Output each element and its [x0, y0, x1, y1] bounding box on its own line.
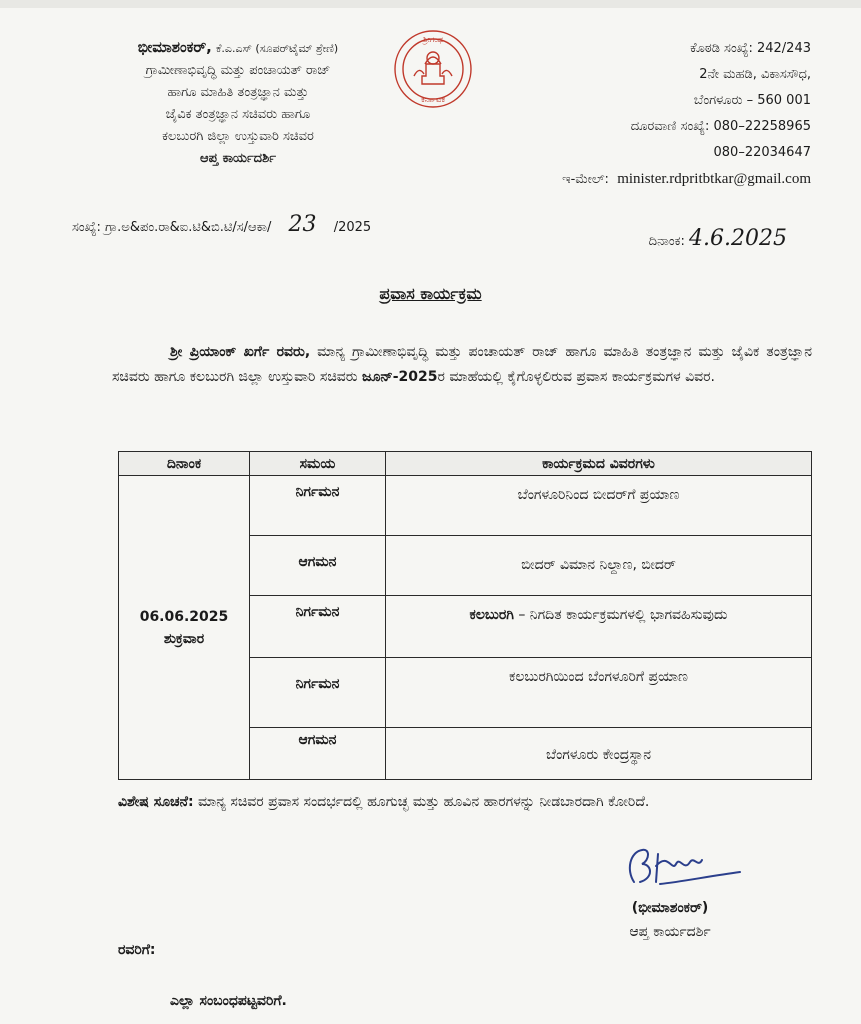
detail-text: – ನಿಗದಿತ ಕಾರ್ಯಕ್ರಮಗಳಲ್ಲಿ ಭಾಗವಹಿಸುವುದು — [513, 607, 728, 623]
phone-number-2: 080–22034647 — [713, 145, 811, 160]
date-handwritten: 4.6.2025 — [689, 226, 787, 251]
table-row — [119, 476, 812, 536]
detail-text: ಬೀದರ್ ವಿಮಾನ ನಿಲ್ದಾಣ, ಬೀದರ್ — [521, 557, 676, 573]
detail-cell — [386, 596, 812, 658]
column-header-time: ಸಮಯ — [250, 452, 386, 476]
special-note — [118, 790, 818, 814]
phone-number-1: 080–22258965 — [713, 119, 811, 134]
table-header-row — [119, 452, 812, 476]
recipients: ಎಲ್ಲಾ ಸಂಬಂಧಪಟ್ಟವರಿಗೆ. — [170, 993, 287, 1009]
time-cell: ನಿರ್ಗಮನ — [250, 476, 386, 536]
time-cell: ನಿರ್ಗಮನ — [250, 658, 386, 728]
document-title: ಪ್ರವಾಸ ಕಾರ್ಯಕ್ರಮ — [379, 284, 482, 303]
reference-prefix: ಸಂಖ್ಯೆ: ಗ್ರಾ.ಅ&ಪಂ.ರಾ&ಐ.ಟಿ&ಬಿ.ಟಿ/ಸ/ಆಕಾ/ — [72, 220, 272, 235]
sender-name-line — [78, 36, 398, 60]
detail-cell — [386, 658, 812, 728]
email-label: ಇ-ಮೇಲ್: — [562, 172, 609, 187]
signer-role: ಆಪ್ತ ಕಾರ್ಯದರ್ಶಿ — [629, 924, 711, 940]
sender-line: ಕಲಬುರಗಿ ಜಿಲ್ಲಾ ಉಸ್ತುವಾರಿ ಸಚಿವರ — [162, 129, 314, 144]
letter-date — [649, 226, 787, 251]
tour-day: ಶುಕ್ರವಾರ — [163, 630, 205, 647]
contact-block — [431, 36, 811, 193]
detail-text: ಬೆಂಗಳೂರು ಕೇಂದ್ರಸ್ಥಾನ — [545, 747, 652, 763]
emblem-bottom-text: ಕರ್ನಾಟಕ — [421, 95, 445, 104]
phone-line — [431, 114, 811, 140]
note-label: ವಿಶೇಷ ಸೂಚನೆ: — [118, 794, 194, 810]
sender-line: ಹಾಗೂ ಮಾಹಿತಿ ತಂತ್ರಜ್ಞಾನ ಮತ್ತು — [167, 85, 309, 100]
sender-line: ಜೈವಿಕ ತಂತ್ರಜ್ಞಾನ ಸಚಿವರು ಹಾಗೂ — [165, 107, 311, 122]
city-pin: ಬೆಂಗಳೂರು – 560 001 — [693, 93, 811, 108]
reference-handwritten-number: 23 — [288, 212, 317, 237]
sender-block — [78, 36, 398, 170]
sender-role: ಆಪ್ತ ಕಾರ್ಯದರ್ಶಿ — [200, 151, 276, 166]
email-line — [431, 166, 811, 193]
note-text: ಮಾನ್ಯ ಸಚಿವರ ಪ್ರವಾಸ ಸಂದರ್ಭದಲ್ಲಿ ಹೂಗುಚ್ಛ ಮತ್ತು ಹೂವಿನ ಹಾರಗಳನ್ನು ನೀಡಬಾರದಾಗಿ ಕೋರಿದೆ. — [193, 794, 650, 810]
emblem-top-text: ಶ್ರೀಗಂಧ — [422, 35, 444, 44]
email-address[interactable]: minister.rdpritbtkar@gmail.com — [617, 171, 811, 187]
signer-name: (ಭೀಮಾಶಂಕರ್) — [631, 900, 709, 916]
detail-cell — [386, 476, 812, 536]
tour-month: ಜೂನ್-2025 — [362, 369, 438, 385]
date-label: ದಿನಾಂಕ: — [648, 234, 685, 249]
column-header-details: ಕಾರ್ಯಕ್ರಮದ ವಿವರಗಳು — [386, 452, 812, 476]
time-cell: ಆಗಮನ — [250, 728, 386, 780]
sender-cadre: ಕೆ.ಎ.ಎಸ್ (ಸೂಪರ್‌ಟೈಮ್ ಶ್ರೇಣಿ) — [216, 42, 339, 55]
room-number: ಕೊಠಡಿ ಸಂಖ್ಯೆ: 242/243 — [690, 41, 811, 56]
photo-edge — [0, 0, 861, 8]
date-cell — [119, 476, 250, 780]
to-label: ರವರಿಗೆ: — [118, 942, 156, 958]
column-header-date: ದಿನಾಂಕ — [119, 452, 250, 476]
time-cell: ನಿರ್ಗಮನ — [250, 596, 386, 658]
reference-year: /2025 — [333, 220, 372, 235]
signer-block — [570, 896, 770, 944]
schedule-table — [118, 451, 812, 780]
sender-line: ಗ್ರಾಮೀಣಾಭಿವೃದ್ಧಿ ಮತ್ತು ಪಂಚಾಯತ್ ರಾಜ್ — [145, 63, 331, 78]
tour-date: 06.06.2025 — [139, 608, 229, 625]
phone-label: ದೂರವಾಣಿ ಸಂಖ್ಯೆ: — [630, 119, 710, 134]
floor-address: 2ನೇ ಮಹಡಿ, ವಿಕಾಸಸೌಧ, — [699, 67, 811, 82]
detail-cell — [386, 536, 812, 596]
detail-text: ಬೆಂಗಳೂರಿನಿಂದ ಬೀದರ್‌ಗೆ ಪ್ರಯಾಣ — [517, 487, 680, 503]
intro-text-1: ಮಾನ್ಯ ಗ್ರಾಮೀಣಾಭಿವೃದ್ಧಿ ಮತ್ತು ಪಂಚಾಯತ್ ರಾಜ್ ಹಾಗೂ ಮಾಹಿತಿ ತಂತ್ರಜ್ಞಾನ ಮತ್ತು ಜೈವಿಕ ತಂತ್ರಜ್ಞಾನ ಸಚಿವರು ಹಾಗೂ ಕಲಬುರಗಿ ಜಿಲ್ಲಾ ಉಸ್ತುವಾರಿ ಸಚಿವರು — [112, 344, 812, 385]
minister-name: ಶ್ರೀ ಪ್ರಿಯಾಂಕ್ ಖರ್ಗೆ ರವರು, — [170, 344, 311, 360]
detail-cell — [386, 728, 812, 780]
detail-bold: ಕಲಬುರಗಿ — [469, 607, 514, 623]
reference-number — [72, 212, 371, 237]
time-cell: ಆಗಮನ — [250, 536, 386, 596]
intro-paragraph — [112, 340, 812, 390]
detail-text: ಕಲಬುರಗಿಯಿಂದ ಬೆಂಗಳೂರಿಗೆ ಪ್ರಯಾಣ — [509, 669, 688, 685]
sender-name: ಭೀಮಾಶಂಕರ್, — [137, 38, 212, 56]
intro-text-2: ರ ಮಾಹೆಯಲ್ಲಿ ಕೈಗೊಳ್ಳಲಿರುವ ಪ್ರವಾಸ ಕಾರ್ಯಕ್ರಮಗಳ ವಿವರ. — [437, 369, 716, 385]
handwritten-signature — [620, 842, 750, 892]
